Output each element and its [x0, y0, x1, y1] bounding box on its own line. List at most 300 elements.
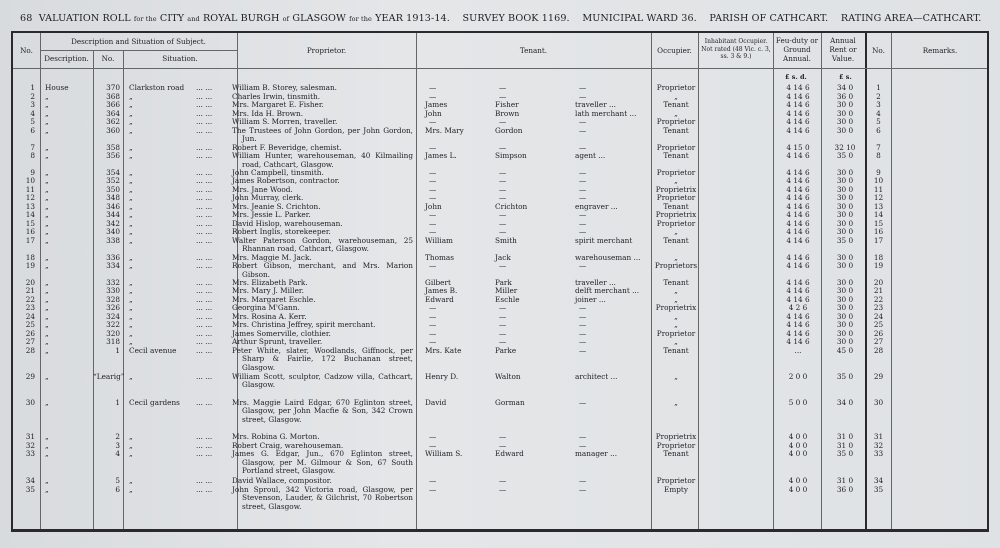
cell-prop: Peter White, slater, Woodlands, Giffnock, per Sharp & Fairlie, 172 Buchanan street, Glasgow. [232, 345, 413, 372]
cell-sit: Cecil gardens [129, 397, 180, 407]
cell-no2: 4 [876, 108, 881, 118]
cell-t2: Gordon [495, 125, 523, 135]
cell-no2: 31 [873, 432, 884, 441]
cell-no2: 10 [873, 176, 884, 185]
cell-occ: „ [674, 311, 678, 321]
cell-prop: James G. Edgar, Jun., 670 Eglinton street, Glasgow, per M. Gilmour & Son, 67 South Portland street, Glasgow. [232, 449, 413, 475]
cell-prop: Mrs. Robina G. Morton. [232, 432, 320, 441]
cell-dots: ... ... [196, 432, 213, 441]
cell-desc: „ [45, 142, 49, 152]
cell-t1: William [425, 235, 453, 245]
cell-t1: David [425, 397, 447, 407]
cell-feu: 4 0 0 [788, 440, 808, 450]
title-text: of [282, 15, 290, 23]
cell-desc: „ [45, 440, 49, 450]
cell-num: 358 [106, 142, 120, 152]
cell-num: 352 [106, 176, 120, 185]
header-no: No. [20, 46, 33, 55]
cell-prop: Robert Gibson, merchant, and Mrs. Marion Gibson. [232, 261, 413, 279]
cell-desc: „ [45, 117, 49, 126]
cell-no: 35 [25, 484, 35, 494]
cell-rent: 30 0 [836, 252, 854, 262]
cell-t3: delft merchant ... [575, 286, 640, 295]
cell-prop: Robert Craig, warehouseman. [232, 440, 344, 450]
header-occupier: Occupier. [657, 46, 692, 55]
cell-no: 14 [25, 210, 35, 219]
title-text: ROYAL BURGH [202, 13, 280, 24]
cell-desc: „ [45, 151, 49, 160]
cell-dots: ... ... [196, 184, 213, 194]
cell-no: 29 [25, 371, 35, 381]
cell-prop: Mrs. Jeanie S. Crichton. [232, 201, 321, 211]
cell-prop: William B. Storey, salesman. [232, 83, 337, 92]
cell-prop: William Hunter, warehouseman, 40 Kilmailing road, Cathcart, Glasgow. [232, 151, 413, 169]
cell-no: 5 [30, 117, 35, 126]
cell-t1: James L. [425, 151, 457, 160]
cell-t2: — [499, 142, 507, 152]
cell-rent: 34 0 [836, 83, 854, 92]
cell-desc: „ [45, 397, 49, 407]
cell-no2: 27 [873, 337, 884, 346]
cell-t1: — [429, 227, 437, 236]
cell-rent: 30 0 [836, 286, 854, 295]
cell-no2: 17 [873, 235, 884, 245]
cell-t1: — [429, 83, 437, 92]
cell-occ: Empty [664, 484, 688, 494]
cell-no: 27 [25, 337, 35, 346]
cell-no2: 14 [873, 210, 884, 219]
cell-t3: — [579, 328, 587, 338]
cell-t2: — [499, 476, 507, 485]
cell-feu: 4 14 6 [786, 277, 810, 287]
cell-dots: ... ... [196, 210, 213, 219]
cell-dots: ... ... [196, 151, 213, 160]
cell-prop: Charles Irwin, tinsmith. [232, 91, 321, 101]
cell-num: 360 [106, 125, 120, 135]
cell-feu: 4 14 6 [786, 337, 810, 346]
cell-num: 366 [106, 100, 120, 109]
cell-t3: — [579, 142, 587, 152]
cell-t2: — [499, 167, 507, 177]
cell-no2: 26 [873, 328, 884, 338]
cell-occ: „ [674, 91, 678, 101]
cell-sit: „ [129, 294, 133, 304]
cell-t1: James [425, 100, 448, 109]
cell-no2: 1 [876, 83, 881, 92]
cell-occ: Proprietor [656, 218, 696, 228]
cell-desc: „ [45, 184, 49, 194]
cell-t1: — [429, 117, 437, 126]
title-text: VALUATION ROLL [38, 13, 131, 24]
cell-occ: Proprietrix [655, 432, 697, 441]
cell-no2: 23 [873, 303, 884, 312]
cell-rent: 30 0 [836, 277, 854, 287]
cell-rent: 30 0 [836, 303, 854, 312]
cell-sit: „ [129, 277, 133, 287]
cell-t2: — [499, 432, 507, 441]
cell-dots: ... ... [196, 235, 213, 245]
cell-t2: — [499, 337, 507, 346]
cell-dots: ... ... [196, 337, 213, 346]
cell-t2: — [499, 176, 507, 185]
cell-dots: ... ... [196, 484, 213, 494]
cell-prop: Mrs. Maggie Laird Edgar, 670 Eglinton street, Glasgow, per John Macfie & Son, 342 Crown street, Glasgow. [232, 397, 413, 424]
cell-t1: Edward [425, 294, 454, 304]
cell-t2: Simpson [495, 151, 527, 160]
header-proprietor: Proprietor. [306, 46, 347, 55]
cell-no2: 33 [873, 449, 884, 458]
cell-dots: ... ... [196, 125, 213, 135]
cell-t1: — [429, 142, 437, 152]
cell-feu: 4 14 6 [786, 91, 810, 101]
cell-feu: 4 14 6 [786, 328, 810, 338]
cell-t3: — [579, 484, 587, 494]
cell-t3: agent ... [575, 151, 606, 160]
cell-occ: Proprietor [656, 117, 696, 126]
cell-prop: Mrs. Maggie M. Jack. [232, 252, 312, 262]
cell-sit: „ [129, 167, 133, 177]
cell-dots: ... ... [196, 227, 213, 236]
cell-rent: 35 0 [836, 449, 854, 458]
cell-occ: „ [674, 252, 678, 262]
cell-num: 354 [106, 167, 120, 177]
cell-t3: traveller ... [575, 277, 616, 287]
cell-occ: „ [674, 371, 678, 381]
cell-prop: Arthur Sprunt, traveller. [232, 337, 323, 346]
cell-no2: 13 [873, 201, 884, 211]
cell-t2: — [499, 227, 507, 236]
cell-prop: James Robertson, contractor. [232, 176, 340, 185]
cell-occ: Tenant [663, 235, 689, 245]
cell-rent: 30 0 [836, 227, 854, 236]
header-remarks: Remarks. [922, 46, 958, 55]
cell-prop: John Sproul, 342 Victoria road, Glasgow, per Stevenson, Lauder, & Gilchrist, 70 Robertson street, Glasgow. [232, 484, 413, 511]
cell-t2: — [499, 210, 507, 219]
cell-rent: 31 0 [836, 476, 854, 485]
cell-num: 368 [106, 91, 120, 101]
cell-t1: Henry D. [425, 371, 459, 381]
cell-desc: „ [45, 345, 49, 355]
cell-dots: ... ... [196, 261, 213, 270]
cell-dots: ... ... [196, 371, 213, 381]
cell-occ: Proprietor [656, 328, 696, 338]
cell-no: 25 [25, 320, 35, 329]
cell-dots: ... ... [196, 303, 213, 312]
cell-no: 6 [30, 125, 35, 135]
cell-desc: „ [45, 201, 49, 211]
cell-feu: 4 2 6 [788, 303, 808, 312]
cell-desc: „ [45, 261, 49, 270]
page-header [20, 13, 995, 24]
cell-num: 346 [106, 201, 120, 211]
cell-rent: 34 0 [836, 397, 854, 407]
cell-num: 344 [106, 210, 120, 219]
cell-rent: 32 10 [834, 142, 856, 152]
cell-no: 9 [30, 167, 35, 177]
title-text: CITY [159, 13, 185, 24]
cell-rent: 30 0 [836, 328, 854, 338]
cell-t3: — [579, 125, 587, 135]
cell-no2: 24 [873, 311, 884, 321]
cell-t1: Thomas [425, 252, 454, 262]
cell-t1: — [429, 311, 437, 321]
cell-rent: 30 0 [836, 218, 854, 228]
cell-t3: — [579, 440, 587, 450]
cell-t3: — [579, 345, 587, 355]
cell-t2: — [499, 83, 507, 92]
cell-no2: 15 [873, 218, 884, 228]
cell-num: 3 [115, 440, 120, 450]
cell-occ: „ [674, 286, 678, 295]
cell-sit: „ [129, 252, 133, 262]
cell-num: 318 [106, 337, 120, 346]
cell-sit: „ [129, 286, 133, 295]
cell-dots: ... ... [196, 440, 213, 450]
cell-t1: — [429, 91, 437, 101]
cell-num: 332 [106, 277, 120, 287]
cell-t3: architect ... [575, 371, 618, 381]
cell-num: 322 [106, 320, 120, 329]
cell-dots: ... ... [196, 252, 213, 262]
cell-sit: „ [129, 176, 133, 185]
cell-desc: „ [45, 432, 49, 441]
cell-no2: 25 [873, 320, 884, 329]
cell-t1: — [429, 184, 437, 194]
cell-rent: 30 0 [836, 294, 854, 304]
cell-num: 338 [106, 235, 120, 245]
cell-feu: 4 0 0 [788, 476, 808, 485]
cell-no: 8 [30, 151, 35, 160]
cell-no: 30 [25, 397, 35, 407]
cell-no: 32 [25, 440, 35, 450]
cell-t1: — [429, 440, 437, 450]
cell-t1: — [429, 320, 437, 329]
cell-feu: ... [794, 345, 802, 355]
cell-no2: 16 [873, 227, 884, 236]
cell-no: 1 [30, 83, 35, 92]
cell-t2: Jack [495, 252, 511, 262]
cell-t1: — [429, 432, 437, 441]
cell-t3: manager ... [575, 449, 618, 458]
header-feu-duty: Feu-duty or Ground Annual. [775, 36, 819, 63]
cell-rent: 30 0 [836, 337, 854, 346]
cell-sit: „ [129, 193, 133, 202]
cell-feu: 4 14 6 [786, 294, 810, 304]
cell-sit: „ [129, 218, 133, 228]
cell-rent: 45 0 [836, 345, 854, 355]
cell-occ: Proprietor [656, 476, 696, 485]
cell-sit: „ [129, 91, 133, 101]
title-text: for the [349, 15, 372, 23]
cell-desc: „ [45, 320, 49, 329]
cell-t2: Edward [495, 449, 524, 458]
cell-feu: 4 15 0 [786, 142, 810, 152]
cell-rent: 30 0 [836, 210, 854, 219]
cell-desc: „ [45, 210, 49, 219]
header-tenant: Tenant. [519, 46, 548, 55]
cell-num: 5 [115, 476, 120, 485]
cell-feu: 4 14 6 [786, 125, 810, 135]
cell-t2: Smith [495, 235, 517, 245]
cell-feu: 4 14 6 [786, 252, 810, 262]
cell-t1: — [429, 337, 437, 346]
cell-prop: William S. Morren, traveller. [232, 117, 338, 126]
cell-t3: warehouseman ... [575, 252, 641, 262]
cell-sit: Clarkston road [129, 83, 185, 92]
cell-feu: 4 14 6 [786, 201, 810, 211]
cell-prop: Mrs. Elizabeth Park. [232, 277, 308, 287]
cell-t3: — [579, 210, 587, 219]
cell-t1: — [429, 167, 437, 177]
cell-sit: „ [129, 100, 133, 109]
cell-num: 348 [106, 193, 120, 202]
cell-feu: 4 14 6 [786, 227, 810, 236]
cell-no2: 8 [876, 151, 881, 160]
cell-desc: „ [45, 193, 49, 202]
cell-num: 350 [106, 184, 120, 194]
cell-dots: ... ... [196, 176, 213, 185]
cell-desc: „ [45, 252, 49, 262]
cell-no: 2 [30, 91, 35, 101]
cell-t1: — [429, 484, 437, 494]
header-number: No. [101, 54, 115, 63]
cell-rent: 30 0 [836, 167, 854, 177]
cell-sit: „ [129, 440, 133, 450]
cell-num: 334 [106, 261, 120, 270]
cell-prop: David Wallace, compositor. [232, 476, 332, 485]
cell-t2: — [499, 484, 507, 494]
cell-sit: „ [129, 311, 133, 321]
cell-prop: Mrs. Ida H. Brown. [232, 108, 304, 118]
cell-prop: Mrs. Mary J. Miller. [232, 286, 304, 295]
cell-t2: — [499, 218, 507, 228]
cell-no: 33 [25, 449, 35, 458]
cell-feu: 4 14 6 [786, 117, 810, 126]
cell-desc: „ [45, 176, 49, 185]
cell-t2: Gorman [495, 397, 525, 407]
cell-no: 23 [25, 303, 35, 312]
cell-sit: „ [129, 484, 133, 494]
title-text: and [187, 15, 200, 23]
cell-occ: „ [674, 176, 678, 185]
cell-dots: ... ... [196, 294, 213, 304]
cell-t1: — [429, 193, 437, 202]
cell-rent: 30 0 [836, 125, 854, 135]
cell-t2: — [499, 320, 507, 329]
cell-t3: engraver ... [575, 201, 618, 211]
cell-occ: Proprietor [656, 83, 696, 92]
cell-rent: 30 0 [836, 184, 854, 194]
cell-desc: „ [45, 125, 49, 135]
cell-t1: Mrs. Mary [425, 125, 464, 135]
cell-no: 19 [25, 261, 35, 270]
cell-t3: — [579, 261, 587, 270]
cell-t3: — [579, 397, 587, 407]
header-annual-rent: Annual Rent or Value. [829, 36, 857, 63]
cell-t3: — [579, 311, 587, 321]
page-number: 68 [20, 13, 33, 24]
cell-sit: „ [129, 117, 133, 126]
cell-t3: — [579, 117, 587, 126]
header-situation: Situation. [162, 54, 198, 63]
cell-rent: 30 0 [836, 108, 854, 118]
cell-occ: Proprietors [654, 261, 698, 270]
parish: PARISH OF CATHCART. [709, 13, 829, 24]
cell-occ: „ [674, 397, 678, 407]
cell-no2: 20 [873, 277, 884, 287]
cell-no: 24 [25, 311, 35, 321]
cell-occ: Tenant [663, 151, 689, 160]
cell-desc: „ [45, 449, 49, 458]
cell-no: 20 [25, 277, 35, 287]
cell-occ: Tenant [663, 125, 689, 135]
header-no-right: No. [872, 46, 885, 55]
cell-sit: Cecil avenue [129, 345, 177, 355]
cell-no: 18 [25, 252, 35, 262]
cell-no: 11 [25, 184, 35, 194]
cell-dots: ... ... [196, 218, 213, 228]
cell-dots: ... ... [196, 320, 213, 329]
cell-occ: Tenant [663, 277, 689, 287]
title-text: for the [133, 15, 157, 23]
cell-sit: „ [129, 227, 133, 236]
cell-no: 31 [25, 432, 35, 441]
header-description: Description. [44, 54, 89, 63]
cell-rent: 36 0 [836, 91, 854, 101]
cell-occ: „ [674, 227, 678, 236]
rating-area: RATING AREA—CATHCART. [840, 13, 982, 24]
cell-no: 10 [25, 176, 35, 185]
cell-no2: 7 [876, 142, 881, 152]
cell-sit: „ [129, 235, 133, 245]
cell-sit: „ [129, 328, 133, 338]
valuation-table [11, 31, 989, 532]
cell-no2: 22 [873, 294, 884, 304]
cell-occ: Proprietor [656, 142, 696, 152]
cell-t2: Eschle [495, 294, 520, 304]
cell-t2: — [499, 261, 507, 270]
rent-units: £ s. [839, 73, 852, 81]
cell-t1: — [429, 328, 437, 338]
cell-dots: ... ... [196, 83, 213, 92]
cell-occ: Proprietrix [655, 184, 697, 194]
cell-no: 12 [25, 193, 35, 202]
cell-dots: ... ... [196, 397, 213, 407]
cell-feu: 4 14 6 [786, 235, 810, 245]
cell-prop: Mrs. Jessie L. Parker. [232, 210, 311, 219]
cell-t2: — [499, 117, 507, 126]
cell-sit: „ [129, 303, 133, 312]
cell-dots: ... ... [196, 311, 213, 321]
cell-num: “Learig” [93, 371, 125, 381]
cell-num: 326 [106, 303, 120, 312]
cell-desc: „ [45, 227, 49, 236]
title-year: YEAR 1913-14. [375, 13, 450, 24]
cell-rent: 30 0 [836, 100, 854, 109]
cell-feu: 5 0 0 [788, 397, 808, 407]
cell-t3: — [579, 337, 587, 346]
cell-rent: 35 0 [836, 371, 854, 381]
cell-num: 364 [106, 108, 120, 118]
cell-no2: 11 [873, 184, 884, 194]
cell-t1: — [429, 261, 437, 270]
cell-t1: — [429, 210, 437, 219]
cell-desc: „ [45, 167, 49, 177]
cell-feu: 4 14 6 [786, 261, 810, 270]
cell-t2: Brown [495, 108, 520, 118]
cell-desc: „ [45, 328, 49, 338]
cell-t2: Park [495, 277, 512, 287]
